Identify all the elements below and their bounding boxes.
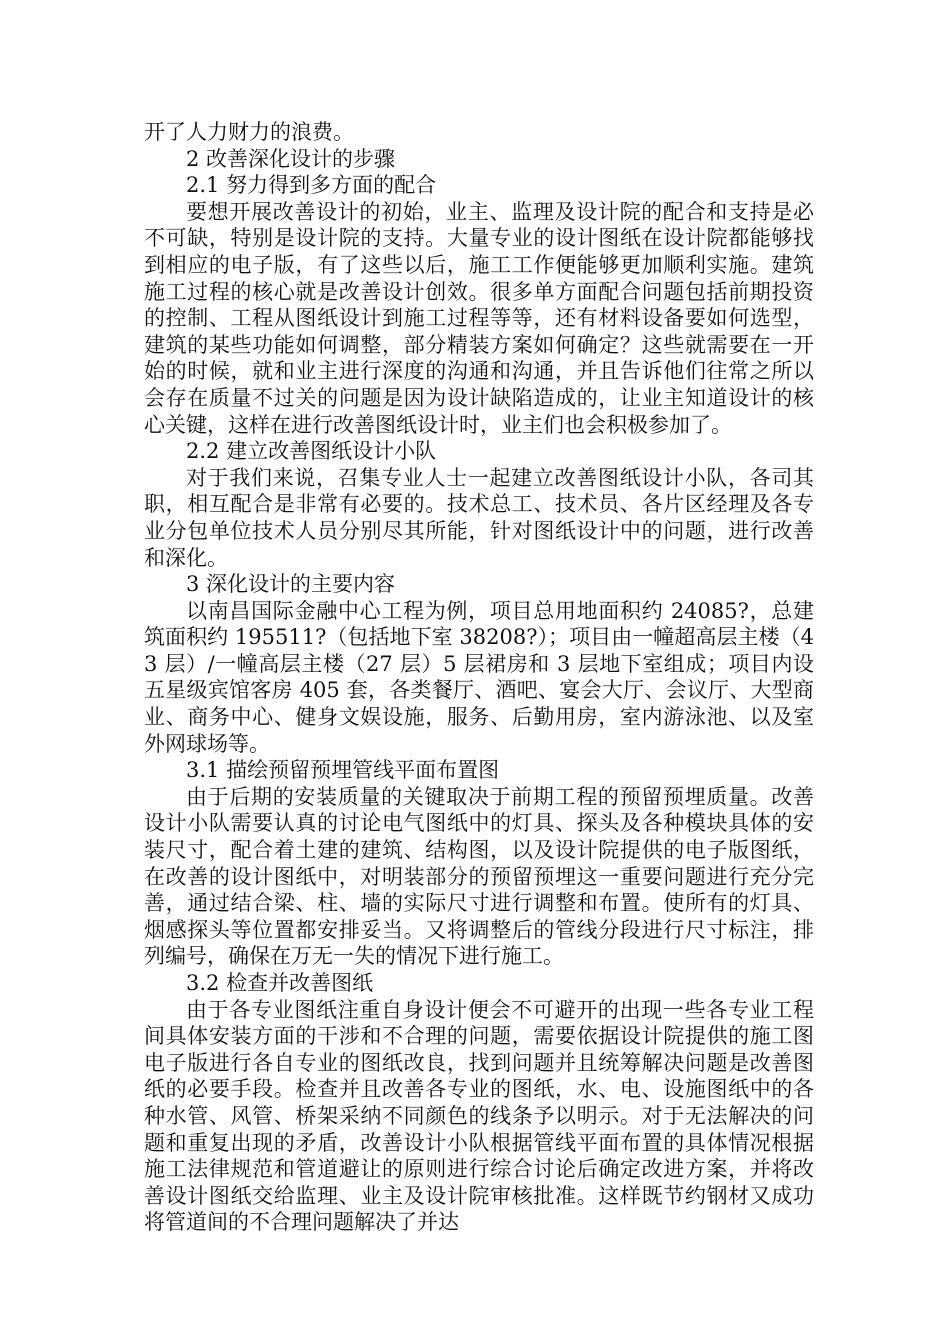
document-body [144, 119, 814, 1236]
paragraph-check-drawings: 由于各专业图纸注重自身设计便会不可避开的出现一些各专业工程间具体安装方面的干涉和不合理的问题，需要依据设计院提供的施工图电子版进行各自专业的图纸改良，找到问题并且统筹解决问题是改善图纸的必要手段。检查并且改善各专业的图纸，水、电、设施图纸中的各种水管、风管、桥架采纳不同颜色的线条予以明示。对于无法解决的问题和重复出现的矛盾，改善设计小队根据管线平面布置的具体情况根据施工法律规范和管道避让的原则进行综合讨论后确定改进方案，并将改善设计图纸交给监理、业主及设计院审核批准。这样既节约钢材又成功将管道间的不合理问题解决了并达 [144, 997, 814, 1235]
subsection-heading-2-1: 2.1 努力得到多方面的配合 [186, 173, 437, 198]
paragraph-cooperation: 要想开展改善设计的初始，业主、监理及设计院的配合和支持是必不可缺，特别是设计院的支持。大量专业的设计图纸在设计院都能够找到相应的电子版，有了这些以后，施工工作便能够更加顺利实施。建筑施工过程的核心就是改善设计创效。很多单方面配合问题包括前期投资的控制、工程从图纸设计到施工过程等等，还有材料设备要如何选型，建筑的某些功能如何调整，部分精装方案如何确定？这些就需要在一开始的时候，就和业主进行深度的沟通和沟通，并且告诉他们往常之所以会存在质量不过关的问题是因为设计缺陷造成的，让业主知道设计的核心关键，这样在进行改善图纸设计时，业主们也会积极参加了。 [144, 199, 814, 437]
subsection-heading-2-2: 2.2 建立改善图纸设计小队 [186, 439, 437, 464]
paragraph-project-example: 以南昌国际金融中心工程为例，项目总用地面积约 24085?，总建筑面积约 195511?（包括地下室 38208?）；项目由一幢超高层主楼（43 层）/一幢高层主楼（27 层）5 层裙房和 3 层地下室组成；项目内设五星级宾馆客房 405 套，各类餐厅、酒吧、宴会大厅、会议厅、大型商业、商务中心、健身文娱设施，服务、后勤用房，室内游泳池、以及室外网球场等。 [144, 598, 814, 756]
paragraph-continuation: 开了人力财力的浪费。 [144, 120, 354, 144]
subsection-heading-3-1: 3.1 描绘预留预埋管线平面布置图 [186, 758, 500, 783]
paragraph-embedded-pipeline: 由于后期的安装质量的关键取决于前期工程的预留预埋质量。改善设计小队需要认真的讨论电气图纸中的灯具、探头及各种模块具体的安装尺寸，配合着土建的建筑、结构图，以及设计院提供的电子版图纸，在改善的设计图纸中，对明装部分的预留预埋这一重要问题进行充分完善，通过结合梁、柱、墙的实际尺寸进行调整和布置。使所有的灯具、烟感探头等位置都安排妥当。又将调整后的管线分段进行尺寸标注，排列编号，确保在万无一失的情况下进行施工。 [144, 784, 814, 969]
subsection-heading-3-2: 3.2 检查并改善图纸 [186, 971, 374, 995]
section-heading-3: 3 深化设计的主要内容 [186, 572, 396, 597]
section-heading-2: 2 改善深化设计的步骤 [186, 146, 396, 171]
paragraph-design-team: 对于我们来说，召集专业人士一起建立改善图纸设计小队，各司其职，相互配合是非常有必要的。技术总工、技术员、各片区经理及各专业分包单位技术人员分别尽其所能，针对图纸设计中的问题，进行改善和深化。 [144, 465, 814, 570]
